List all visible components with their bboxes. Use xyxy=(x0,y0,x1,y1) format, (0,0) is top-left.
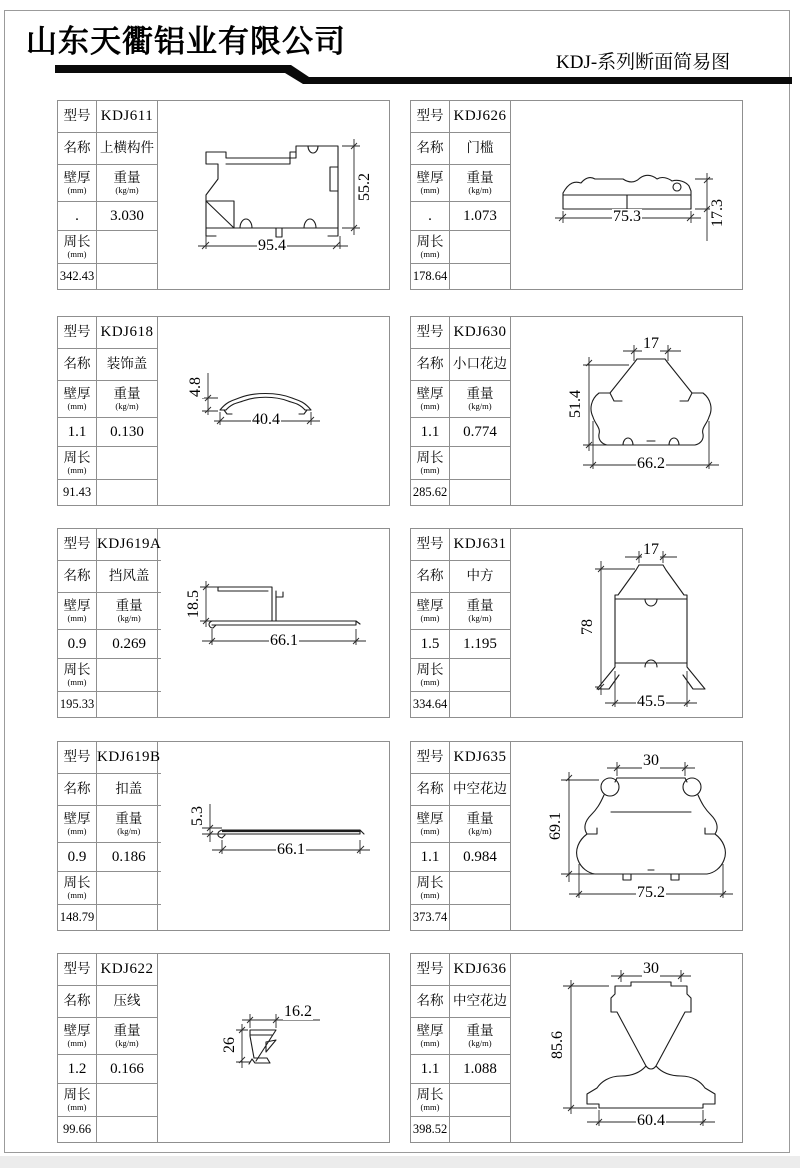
cross-section-svg xyxy=(158,742,391,932)
weight-label: 重量 (kg/m) xyxy=(466,1023,494,1049)
company-title: 山东天衢铝业有限公司 xyxy=(26,24,346,59)
perimeter-label: 周长 (mm) xyxy=(411,231,450,263)
dim-width: 66.1 xyxy=(270,632,298,649)
name-value: 上横构件 xyxy=(100,140,154,156)
dim-width: 60.4 xyxy=(637,1112,665,1129)
spec-table xyxy=(58,101,158,289)
dim-width: 95.4 xyxy=(258,237,286,254)
dim-height: 18.5 xyxy=(185,590,202,618)
spec-table xyxy=(411,529,511,717)
model-value: KDJ618 xyxy=(100,324,154,341)
model-value: KDJ631 xyxy=(453,536,507,553)
name-value: 门槛 xyxy=(466,140,494,156)
spec-table xyxy=(58,954,158,1142)
thickness-value: . xyxy=(58,202,97,230)
spec-table xyxy=(58,317,158,505)
dim-width: 66.2 xyxy=(637,455,665,472)
thickness-value: 1.2 xyxy=(58,1055,97,1083)
model-value: KDJ622 xyxy=(100,961,154,978)
profile-card-kdj635 xyxy=(410,741,743,931)
thickness-value: 1.1 xyxy=(58,418,97,446)
weight-label: 重量 (kg/m) xyxy=(466,386,494,412)
dim-width: 66.1 xyxy=(277,841,305,858)
thickness-label: 壁厚 (mm) xyxy=(58,806,97,842)
weight-label: 重量 (kg/m) xyxy=(466,811,494,837)
thickness-label: 壁厚 (mm) xyxy=(58,165,97,201)
thickness-label: 壁厚 (mm) xyxy=(58,381,97,417)
model-label: 型号 xyxy=(411,529,450,560)
thickness-value: 1.5 xyxy=(411,630,450,658)
cross-section-drawing xyxy=(511,529,742,717)
dim-height: 17.3 xyxy=(709,199,726,227)
cross-section-svg xyxy=(511,317,744,507)
weight-label: 重量 (kg/m) xyxy=(115,598,143,624)
perimeter-value: 178.64 xyxy=(411,264,450,289)
dim-width: 75.2 xyxy=(637,884,665,901)
model-label: 型号 xyxy=(58,317,97,348)
spec-table xyxy=(411,954,511,1142)
cross-section-svg xyxy=(511,101,744,291)
weight-value: 0.130 xyxy=(110,423,144,440)
perimeter-value: 148.79 xyxy=(58,905,97,930)
model-label: 型号 xyxy=(58,529,97,560)
cross-section-drawing xyxy=(158,954,389,1142)
perimeter-label: 周长 (mm) xyxy=(411,872,450,904)
model-value: KDJ636 xyxy=(453,961,507,978)
dim-height: 78 xyxy=(579,619,596,635)
cross-section-svg xyxy=(158,954,391,1144)
thickness-value: 0.9 xyxy=(58,630,97,658)
header-divider-bar xyxy=(0,0,800,95)
name-label: 名称 xyxy=(58,349,97,380)
spec-table xyxy=(411,101,511,289)
cross-section-drawing xyxy=(158,742,389,930)
dim-height: 85.6 xyxy=(549,1031,566,1059)
thickness-value: 1.1 xyxy=(411,1055,450,1083)
name-label: 名称 xyxy=(58,986,97,1017)
perimeter-label: 周长 (mm) xyxy=(411,659,450,691)
cross-section-svg xyxy=(511,954,744,1144)
weight-value: 0.186 xyxy=(111,848,146,865)
weight-value: 0.166 xyxy=(110,1060,144,1077)
model-label: 型号 xyxy=(58,954,97,985)
dim-width: 40.4 xyxy=(252,411,280,428)
dim-height: 69.1 xyxy=(547,812,564,840)
thickness-label: 壁厚 (mm) xyxy=(411,806,450,842)
dim-height: 5.3 xyxy=(189,806,206,826)
profile-card-kdj611 xyxy=(57,100,390,290)
dim-width: 45.5 xyxy=(637,693,665,710)
weight-label: 重量 (kg/m) xyxy=(113,1023,141,1049)
dim-top: 30 xyxy=(643,960,659,977)
perimeter-label: 周长 (mm) xyxy=(58,447,97,479)
cross-section-drawing xyxy=(158,317,389,505)
weight-value: 0.984 xyxy=(463,848,497,865)
weight-label: 重量 (kg/m) xyxy=(115,811,143,837)
page-bottom-strip xyxy=(0,1156,800,1168)
dim-width: 75.3 xyxy=(613,208,641,225)
cross-section-svg xyxy=(158,529,391,719)
perimeter-value: 334.64 xyxy=(411,692,450,717)
thickness-label: 壁厚 (mm) xyxy=(411,381,450,417)
profile-card-kdj622 xyxy=(57,953,390,1143)
thickness-label: 壁厚 (mm) xyxy=(411,165,450,201)
name-label: 名称 xyxy=(411,349,450,380)
spec-table xyxy=(411,742,511,930)
model-label: 型号 xyxy=(411,317,450,348)
thickness-value: . xyxy=(411,202,450,230)
spec-table xyxy=(58,529,162,717)
name-value: 中空花边 xyxy=(453,993,507,1009)
thickness-value: 0.9 xyxy=(58,843,97,871)
weight-value: 0.774 xyxy=(463,423,497,440)
dim-height: 4.8 xyxy=(187,377,204,397)
name-value: 扣盖 xyxy=(115,781,143,797)
weight-value: 0.269 xyxy=(112,635,147,652)
name-value: 小口花边 xyxy=(453,356,507,372)
model-value: KDJ619A xyxy=(97,536,162,553)
weight-label: 重量 (kg/m) xyxy=(113,386,141,412)
name-label: 名称 xyxy=(58,133,97,164)
perimeter-value: 91.43 xyxy=(58,480,97,505)
perimeter-label: 周长 (mm) xyxy=(58,231,97,263)
dim-height: 51.4 xyxy=(567,390,584,418)
thickness-value: 1.1 xyxy=(411,843,450,871)
thickness-label: 壁厚 (mm) xyxy=(58,593,97,629)
profile-card-kdj631 xyxy=(410,528,743,718)
model-label: 型号 xyxy=(58,742,97,773)
model-value: KDJ619B xyxy=(97,749,161,766)
model-label: 型号 xyxy=(411,742,450,773)
thickness-label: 壁厚 (mm) xyxy=(411,1018,450,1054)
perimeter-label: 周长 (mm) xyxy=(58,1084,97,1116)
cross-section-drawing xyxy=(158,529,389,717)
dim-top: 16.2 xyxy=(284,1003,312,1020)
model-value: KDJ635 xyxy=(453,749,507,766)
weight-value: 1.073 xyxy=(463,207,497,224)
name-value: 压线 xyxy=(113,993,141,1009)
weight-label: 重量 (kg/m) xyxy=(113,170,141,196)
weight-value: 3.030 xyxy=(110,207,144,224)
name-value: 装饰盖 xyxy=(106,356,148,372)
perimeter-label: 周长 (mm) xyxy=(58,872,97,904)
profile-card-kdj619b xyxy=(57,741,390,931)
perimeter-label: 周长 (mm) xyxy=(411,447,450,479)
name-label: 名称 xyxy=(58,561,97,592)
name-label: 名称 xyxy=(411,774,450,805)
cross-section-drawing xyxy=(511,742,742,930)
perimeter-value: 195.33 xyxy=(58,692,97,717)
series-title: KDJ-系列断面简易图 xyxy=(556,52,731,73)
thickness-label: 壁厚 (mm) xyxy=(411,593,450,629)
thickness-label: 壁厚 (mm) xyxy=(58,1018,97,1054)
weight-value: 1.088 xyxy=(463,1060,497,1077)
model-label: 型号 xyxy=(411,954,450,985)
profile-card-kdj619a xyxy=(57,528,390,718)
profile-card-kdj630 xyxy=(410,316,743,506)
weight-label: 重量 (kg/m) xyxy=(466,170,494,196)
perimeter-value: 99.66 xyxy=(58,1117,97,1142)
model-label: 型号 xyxy=(58,101,97,132)
dim-height: 55.2 xyxy=(356,173,373,201)
perimeter-label: 周长 (mm) xyxy=(411,1084,450,1116)
cross-section-svg xyxy=(511,529,744,719)
dim-height: 26 xyxy=(221,1037,238,1053)
cross-section-svg xyxy=(511,742,744,932)
spec-table xyxy=(58,742,161,930)
cross-section-drawing xyxy=(511,954,742,1142)
name-label: 名称 xyxy=(58,774,97,805)
profile-card-kdj618 xyxy=(57,316,390,506)
name-label: 名称 xyxy=(411,986,450,1017)
name-value: 挡风盖 xyxy=(108,568,150,584)
weight-value: 1.195 xyxy=(463,635,497,652)
cross-section-drawing xyxy=(158,101,389,289)
weight-label: 重量 (kg/m) xyxy=(466,598,494,624)
cross-section-drawing xyxy=(511,101,742,289)
dim-top: 30 xyxy=(643,752,659,769)
spec-table xyxy=(411,317,511,505)
perimeter-value: 285.62 xyxy=(411,480,450,505)
thickness-value: 1.1 xyxy=(411,418,450,446)
model-value: KDJ630 xyxy=(453,324,507,341)
profile-card-kdj626 xyxy=(410,100,743,290)
perimeter-value: 398.52 xyxy=(411,1117,450,1142)
model-value: KDJ626 xyxy=(453,108,507,125)
model-value: KDJ611 xyxy=(100,108,154,125)
perimeter-value: 373.74 xyxy=(411,905,450,930)
name-value: 中空花边 xyxy=(453,781,507,797)
dim-top: 17 xyxy=(643,541,659,558)
name-value: 中方 xyxy=(466,568,494,584)
cross-section-drawing xyxy=(511,317,742,505)
perimeter-value: 342.43 xyxy=(58,264,97,289)
model-label: 型号 xyxy=(411,101,450,132)
name-label: 名称 xyxy=(411,133,450,164)
name-label: 名称 xyxy=(411,561,450,592)
perimeter-label: 周长 (mm) xyxy=(58,659,97,691)
dim-top: 17 xyxy=(643,335,659,352)
profile-card-kdj636 xyxy=(410,953,743,1143)
